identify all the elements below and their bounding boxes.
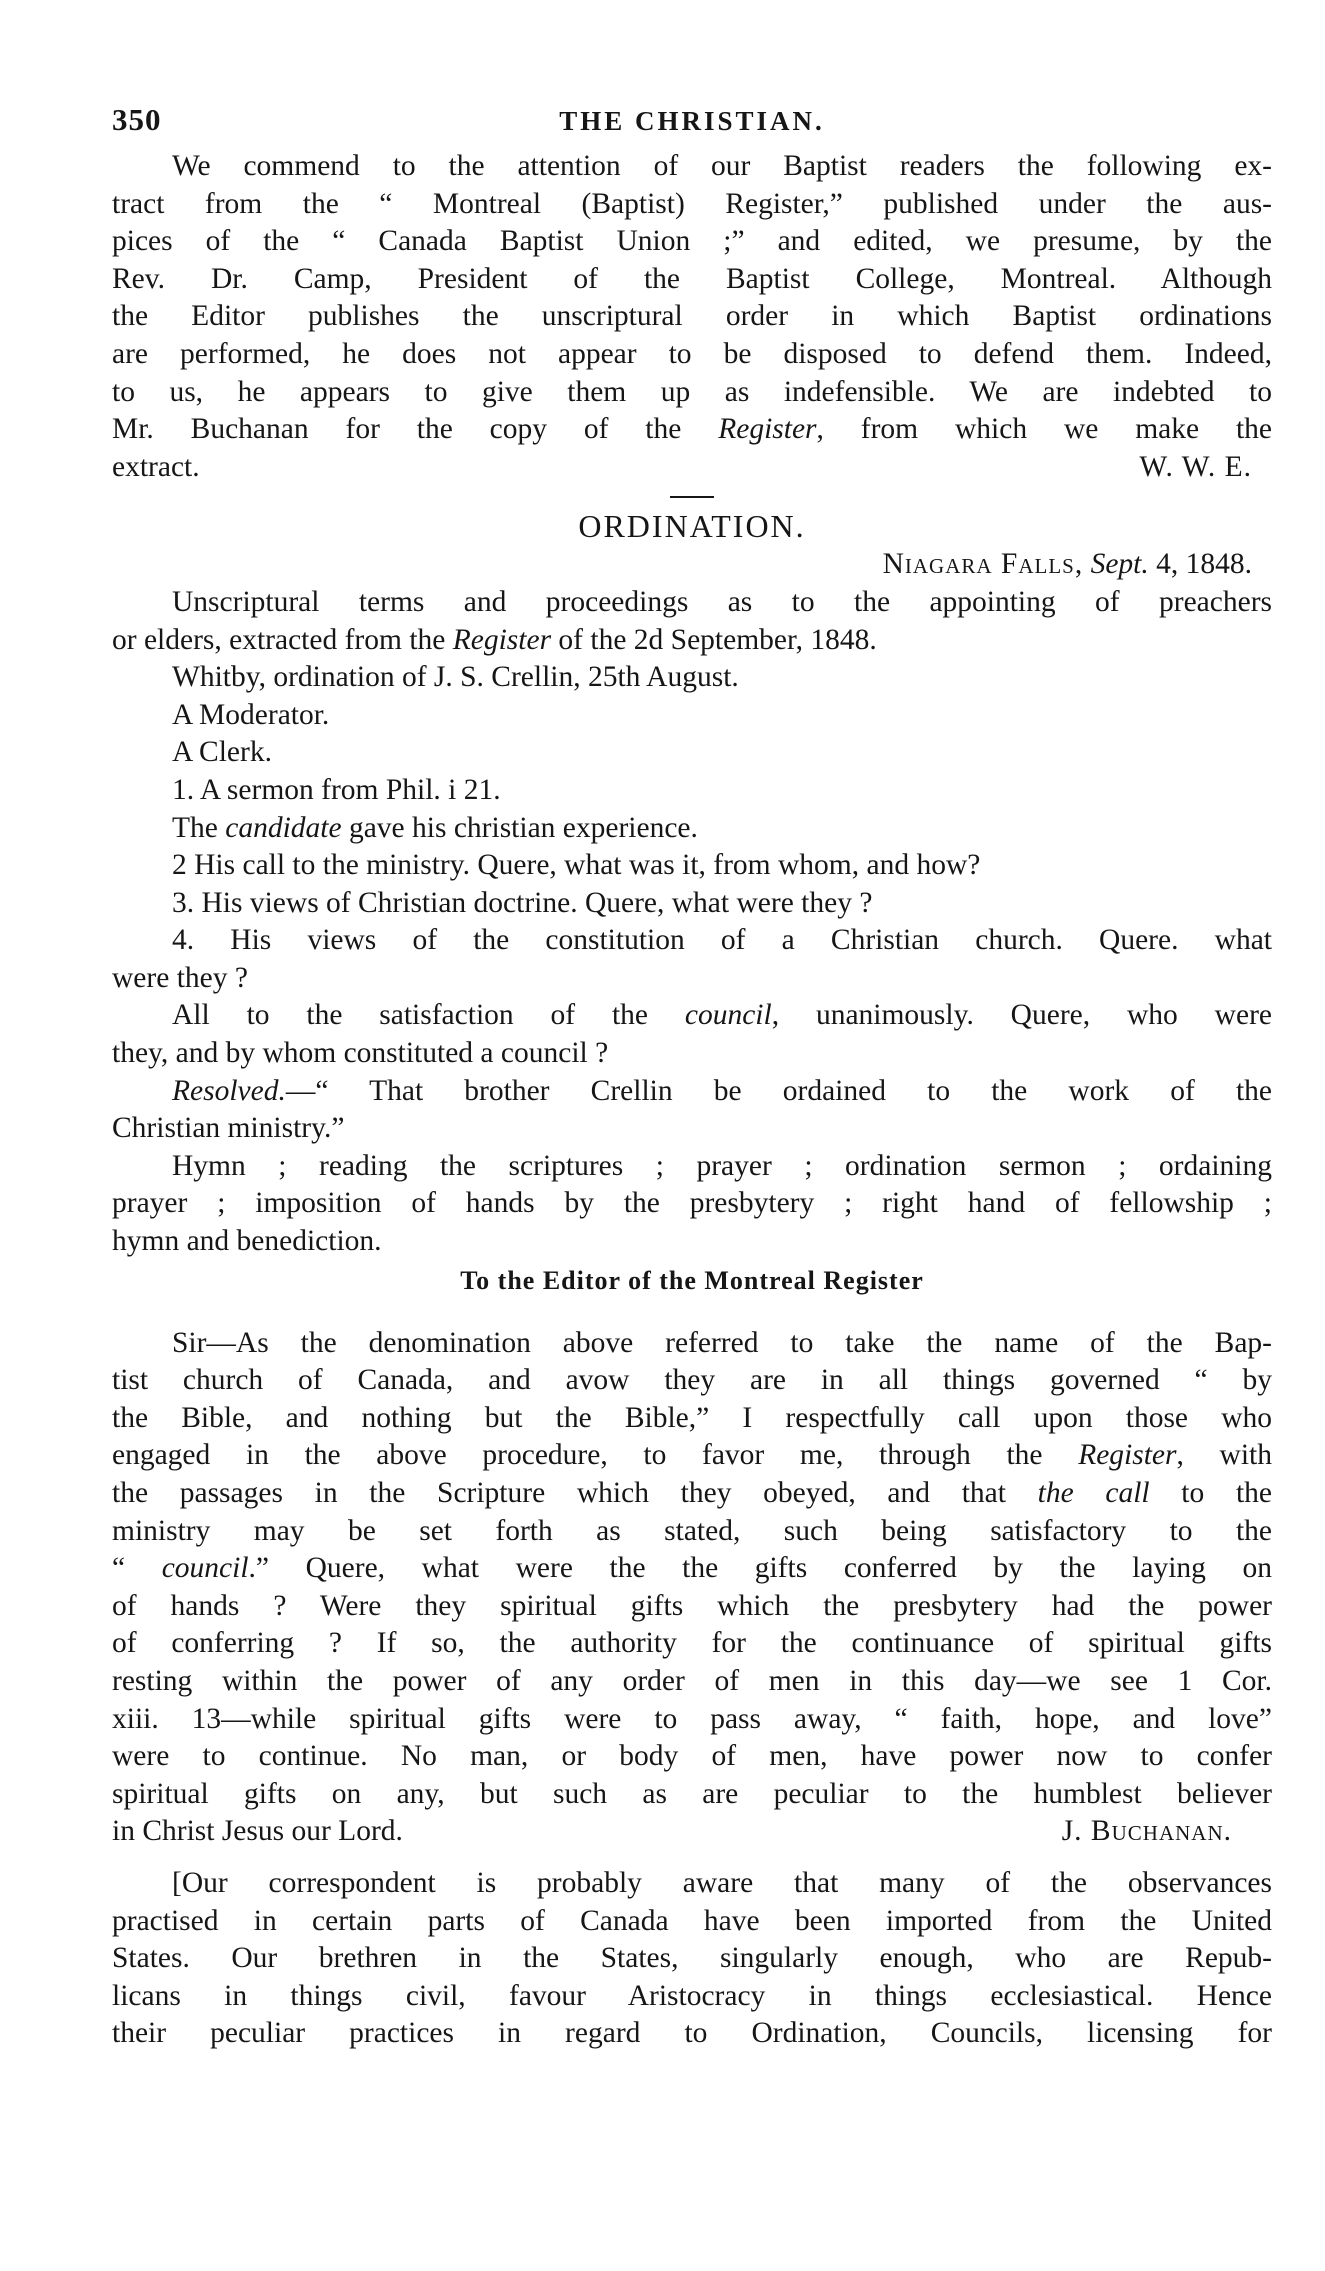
letter-line: of hands ? Were they spiritual gifts which the presbytery had the power — [112, 1589, 1272, 1622]
article-line: All to the satisfaction of the council, unanimously. Quere, who were — [172, 999, 1272, 1032]
article-line: A Moderator. — [172, 698, 330, 731]
letter-line: were to continue. No man, or body of men, have power now to confer — [112, 1740, 1272, 1773]
letter-line: engaged in the above procedure, to favor me, through the Register, with — [112, 1439, 1272, 1472]
article-line: A Clerk. — [172, 736, 272, 769]
article-line: 1. A sermon from Phil. i 21. — [172, 773, 501, 806]
article-heading: ORDINATION. — [578, 508, 806, 545]
article-line: Unscriptural terms and proceedings as to the appointing of preachers — [172, 585, 1272, 618]
article-line: Hymn ; reading the scriptures ; prayer ; ordination sermon ; ordaining — [172, 1149, 1272, 1182]
article-line: or elders, extracted from the Register of the 2d September, 1848. — [112, 623, 877, 656]
letter-line: Sir—As the denomination above referred to take the name of the Bap- — [172, 1326, 1272, 1359]
letter-line: tist church of Canada, and avow they are in all things governed “ by — [112, 1364, 1272, 1397]
intro-line: pices of the “ Canada Baptist Union ;” and edited, we presume, by the — [112, 225, 1272, 258]
paragraph-gap — [112, 1851, 1272, 1865]
intro-signature: W. W. E. — [1139, 450, 1252, 483]
letter-heading: To the Editor of the Montreal Register — [460, 1265, 924, 1295]
article-line: 4. His views of the constitution of a Christian church. Quere. what — [172, 924, 1272, 957]
page-header — [112, 100, 1272, 148]
letter-line: spiritual gifts on any, but such as are peculiar to the humblest believer — [112, 1777, 1272, 1810]
reply-line: [Our correspondent is probably aware that many of the observances — [172, 1866, 1272, 1899]
dateline — [112, 546, 1272, 584]
running-title: THE CHRISTIAN. — [559, 106, 825, 136]
letter-signature: J. Buchanan. — [1061, 1815, 1232, 1848]
letter-line: resting within the power of any order of men in this day—we see 1 Cor. — [112, 1664, 1272, 1697]
section-rule — [670, 496, 714, 498]
article-line: Whitby, ordination of J. S. Crellin, 25th August. — [172, 661, 739, 694]
letter-line: the passages in the Scripture which they obeyed, and that the call to the — [112, 1477, 1272, 1509]
article-line: Christian ministry.” — [112, 1112, 345, 1145]
article-line: The candidate gave his christian experience. — [172, 811, 698, 844]
intro-line: Mr. Buchanan for the copy of the Register, from which we make the — [112, 413, 1272, 446]
letter-line: of conferring ? If so, the authority for the continuance of spiritual gifts — [112, 1627, 1272, 1660]
page-content — [112, 100, 1272, 2053]
letter-closing-line — [112, 1813, 1272, 1851]
intro-line: tract from the “ Montreal (Baptist) Register,” published under the aus- — [112, 187, 1272, 220]
letter-line: “ council.” Quere, what were the the gifts conferred by the laying on — [112, 1552, 1273, 1585]
article-line: 3. His views of Christian doctrine. Quere, what were they ? — [172, 886, 873, 919]
intro-line: to us, he appears to give them up as indefensible. We are indebted to — [112, 375, 1272, 408]
letter-line: ministry may be set forth as stated, such being satisfactory to the — [112, 1514, 1272, 1547]
dateline-place: Niagara Falls, — [882, 548, 1084, 581]
dateline-date: 4, 1848. — [1156, 548, 1252, 581]
intro-closing-line — [112, 449, 1272, 487]
intro-line: are performed, he does not appear to be disposed to defend them. Indeed, — [112, 337, 1272, 370]
letter-last-line: in Christ Jesus our Lord. — [112, 1815, 403, 1848]
page-number: 350 — [112, 102, 162, 137]
reply-line: States. Our brethren in the States, singularly enough, who are Repub- — [112, 1942, 1272, 1975]
intro-line: We commend to the attention of our Baptist readers the following ex- — [172, 150, 1272, 182]
article-line: prayer ; imposition of hands by the presbytery ; right hand of fellowship ; — [112, 1187, 1272, 1220]
article-line: 2 His call to the ministry. Quere, what was it, from whom, and how? — [172, 849, 981, 882]
intro-line: Rev. Dr. Camp, President of the Baptist College, Montreal. Although — [112, 262, 1272, 295]
article-line: were they ? — [112, 961, 248, 994]
article-line: Resolved.—“ That brother Crellin be ordained to the work of the — [172, 1074, 1272, 1107]
intro-paragraph — [112, 148, 1272, 486]
letter-line: the Bible, and nothing but the Bible,” I respectfully call upon those who — [112, 1401, 1272, 1434]
dateline-month: Sept. — [1090, 548, 1149, 581]
article-line: hymn and benediction. — [112, 1225, 382, 1258]
letter-line: xiii. 13—while spiritual gifts were to pass away, “ faith, hope, and love” — [112, 1702, 1272, 1735]
reply-line: licans in things civil, favour Aristocracy in things ecclesiastical. Hence — [112, 1979, 1272, 2012]
intro-line: the Editor publishes the unscriptural order in which Baptist ordinations — [112, 300, 1272, 333]
article-line: they, and by whom constituted a council ? — [112, 1037, 609, 1070]
reply-line: practised in certain parts of Canada have been imported from the United — [112, 1904, 1272, 1937]
reply-line: their peculiar practices in regard to Ordination, Councils, licensing for — [112, 2017, 1272, 2050]
intro-last-word: extract. — [112, 450, 200, 483]
